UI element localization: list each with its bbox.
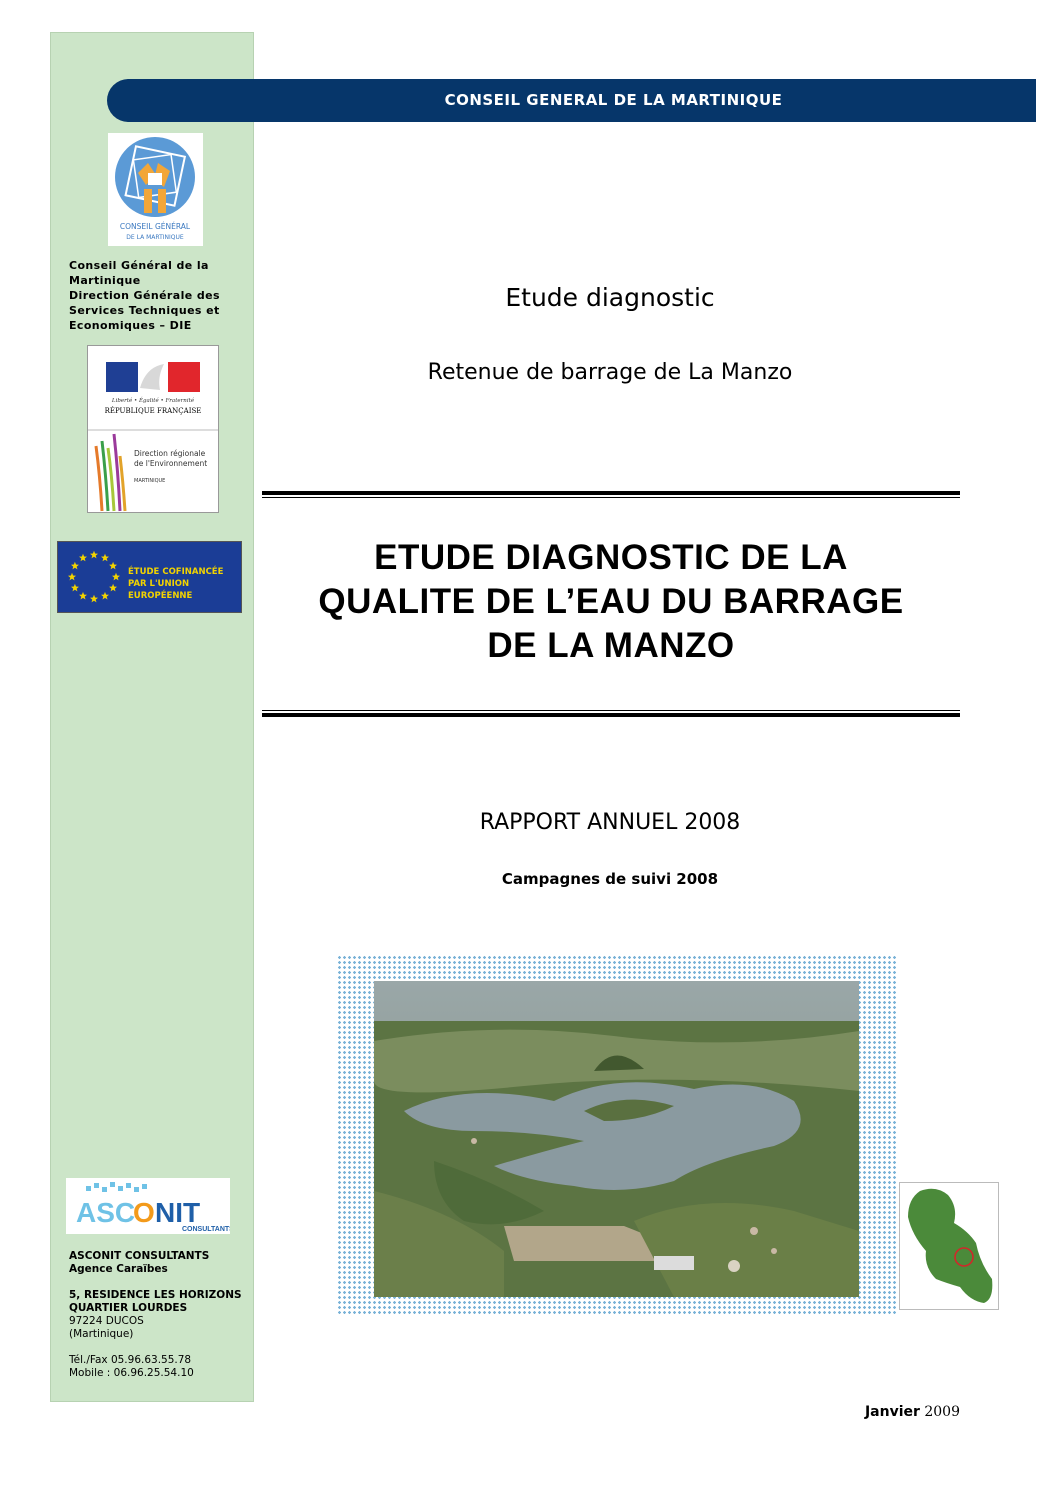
asconit-agency: Agence Caraïbes xyxy=(69,1263,168,1275)
cg-text-line: Economiques – DIE xyxy=(69,319,192,332)
eu-star-icon xyxy=(71,562,79,570)
martinique-map-icon xyxy=(899,1182,999,1310)
aerial-reservoir-photo-icon xyxy=(374,981,859,1297)
conseil-general-logo-icon xyxy=(108,133,203,246)
header-banner-text: CONSEIL GENERAL DE LA MARTINIQUE xyxy=(444,91,783,109)
eu-star-icon xyxy=(71,584,79,592)
title-rule-bottom-thin xyxy=(262,710,960,711)
rf-diren-logos xyxy=(87,345,219,513)
asconit-phone: Tél./Fax 05.96.63.55.78 xyxy=(69,1354,192,1366)
conseil-general-address xyxy=(69,258,236,333)
report-subtitle: Campagnes de suivi 2008 xyxy=(501,870,719,888)
eu-star-icon xyxy=(68,573,76,581)
asconit-mobile: Mobile : 06.96.25.54.10 xyxy=(69,1367,194,1379)
eu-text-line: ÉTUDE COFINANCÉE xyxy=(128,567,224,577)
asconit-company: ASCONIT CONSULTANTS xyxy=(69,1250,210,1262)
eu-star-icon xyxy=(90,551,98,559)
main-title-line: ETUDE DIAGNOSTIC DE LA xyxy=(374,538,848,577)
svg-text:O: O xyxy=(133,1197,155,1228)
republique-francaise-logo-icon xyxy=(88,346,218,512)
subtitle: Etude diagnostic xyxy=(505,283,715,312)
asconit-addr-line: (Martinique) xyxy=(69,1328,134,1340)
cg-text-line: Martinique xyxy=(69,274,141,287)
title-rule-top xyxy=(262,491,960,495)
eu-text-line: PAR L'UNION EUROPÉENNE xyxy=(128,579,193,601)
subtitle-secondary: Retenue de barrage de La Manzo xyxy=(427,360,793,385)
svg-text:CONSULTANTS: CONSULTANTS xyxy=(182,1226,230,1233)
eu-star-icon xyxy=(79,554,87,562)
eu-star-icon xyxy=(101,592,109,600)
diren-logo-icon xyxy=(96,434,125,511)
eu-star-icon xyxy=(112,573,120,581)
main-title xyxy=(262,536,960,668)
report-title: RAPPORT ANNUEL 2008 xyxy=(479,810,741,835)
eu-star-icon xyxy=(79,592,87,600)
cg-text-line: Conseil Général de la xyxy=(69,259,209,272)
document-date xyxy=(760,1404,960,1420)
svg-text:NIT: NIT xyxy=(155,1197,201,1228)
svg-text:Direction régionale: Direction régionale xyxy=(134,449,206,458)
svg-text:CONSEIL GÉNÉRAL: CONSEIL GÉNÉRAL xyxy=(119,222,191,231)
svg-text:DE LA MARTINIQUE: DE LA MARTINIQUE xyxy=(126,234,184,241)
title-rule-bottom xyxy=(262,713,960,717)
asconit-logo-icon xyxy=(66,1178,230,1234)
asconit-addr-line: QUARTIER LOURDES xyxy=(69,1302,188,1314)
cg-text-line: Direction Générale des xyxy=(69,289,220,302)
cg-text-line: Services Techniques et xyxy=(69,304,220,317)
svg-text:de l'Environnement: de l'Environnement xyxy=(134,459,208,468)
svg-text:RÉPUBLIQUE FRANÇAISE: RÉPUBLIQUE FRANÇAISE xyxy=(104,407,202,415)
svg-text:Liberté • Égalité • Fraternité: Liberté • Égalité • Fraternité xyxy=(111,398,195,404)
eu-star-icon xyxy=(90,595,98,603)
asconit-address xyxy=(69,1250,244,1380)
eu-star-icon xyxy=(109,562,117,570)
eu-star-icon xyxy=(109,584,117,592)
date-month: Janvier xyxy=(864,1404,920,1420)
title-rule-top-thin xyxy=(262,497,960,498)
eu-cofinancing-text xyxy=(128,566,238,602)
date-year: 2009 xyxy=(924,1404,960,1420)
svg-text:ASC: ASC xyxy=(76,1197,136,1228)
asconit-addr-line: 5, RESIDENCE LES HORIZONS xyxy=(69,1289,242,1301)
main-title-line: DE LA MANZO xyxy=(487,626,735,665)
main-title-line: QUALITE DE L’EAU DU BARRAGE xyxy=(318,582,904,621)
asconit-addr-line: 97224 DUCOS xyxy=(69,1315,144,1327)
svg-text:MARTINIQUE: MARTINIQUE xyxy=(134,478,166,484)
eu-star-icon xyxy=(101,554,109,562)
